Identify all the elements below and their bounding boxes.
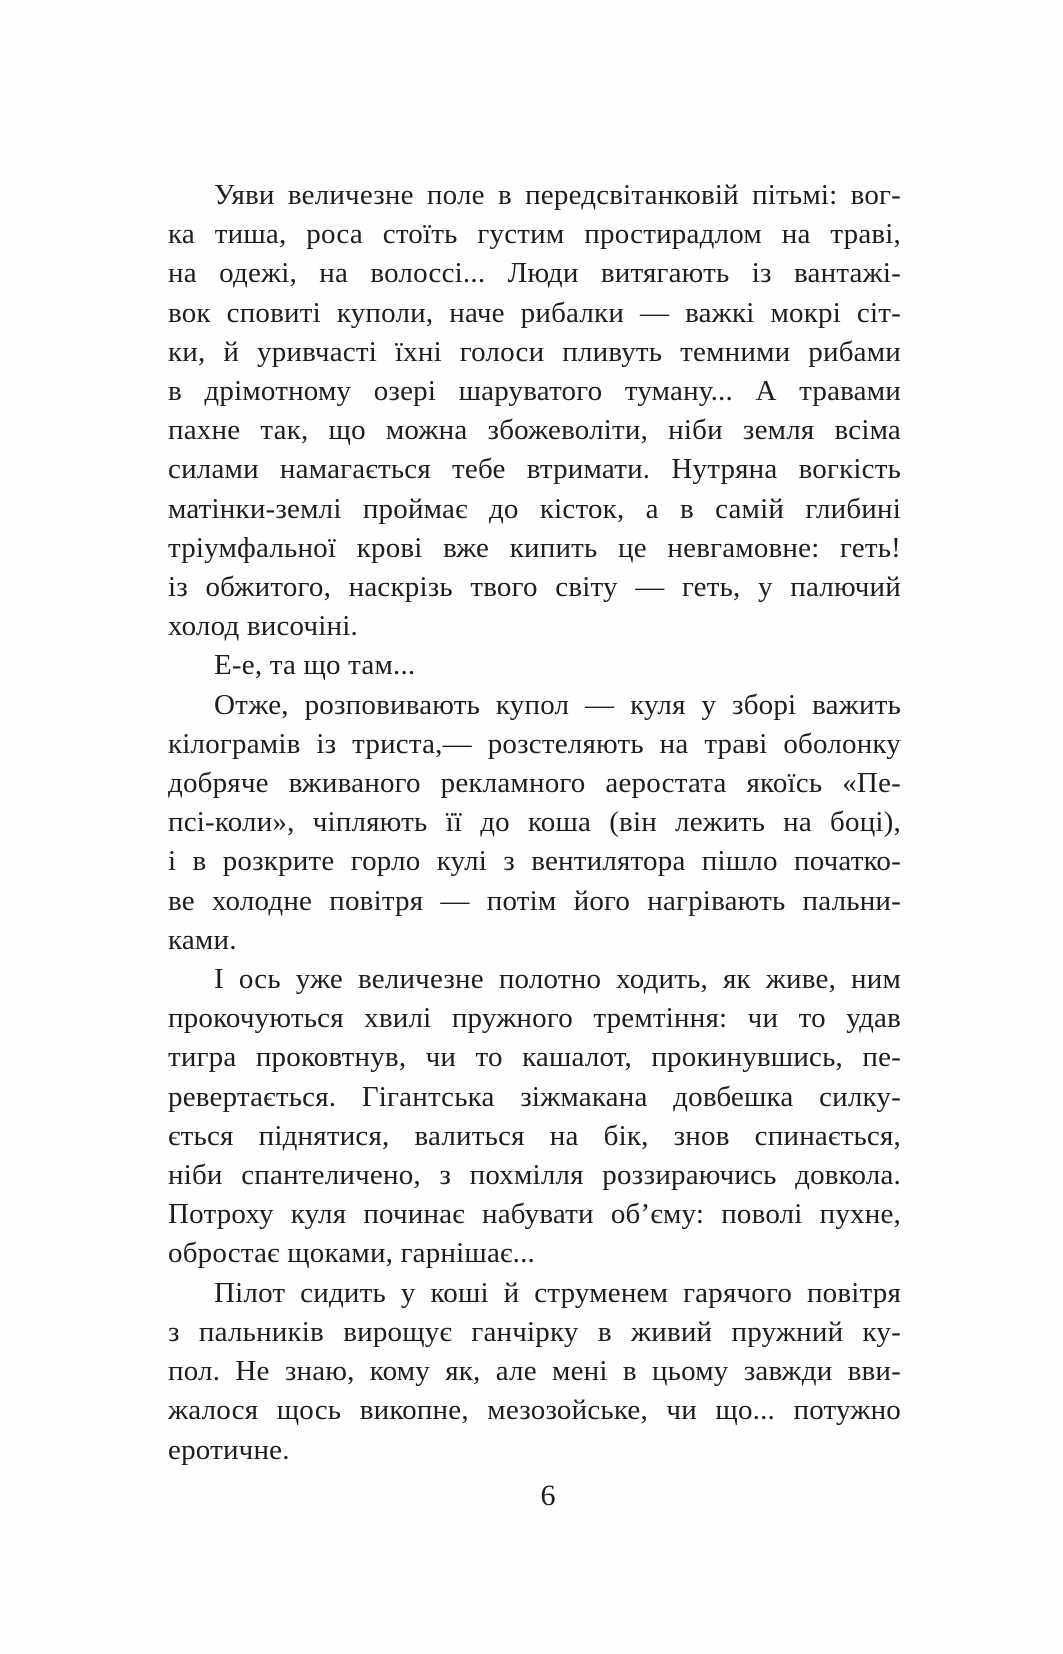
text-line: І ось уже величезне полотно ходить, як живе, ним [214,963,901,996]
text-line: на одежі, на волоссі... Люди витягають із вантажі- [168,257,901,290]
text-line: ками. [168,923,237,956]
text-line: Потроху куля починає набувати об’єму: поволі пухне, [168,1198,901,1231]
text-line: Уяви величезне поле в передсвітанковій пітьмі: вог- [214,179,901,211]
text-line: із обжитого, наскрізь твого світу — геть, у палючий [168,571,901,604]
paragraph [168,176,901,646]
text-line: ревертається. Гігантська зіжмакана довбешка силку- [168,1080,901,1113]
text-line: прокочуються хвилі пружного тремтіння: чи то удав [168,1002,901,1035]
text-line: Пілот сидить у коші й струменем гарячого повітря [214,1276,901,1309]
text-block [168,176,901,1470]
text-line: ється піднятися, валиться на бік, знов спинається, [168,1119,901,1152]
text-line: обростає щоками, гарнішає... [168,1237,536,1270]
text-line: силами намагається тебе втримати. Нутряна вогкість [168,453,901,486]
text-line: тріумфальної крові вже кипить це невгамовне: геть! [168,531,901,564]
text-line: ки, й уривчасті їхні голоси пливуть темними рибами [168,335,901,368]
text-line: і в розкрите горло кулі з вентилятора пішло початко- [168,845,901,878]
text-line: з пальників вирощує ганчірку в живий пружний ку- [168,1315,901,1348]
text-line: псі-коли», чіпляють її до коша (він лежить на боці), [168,806,901,839]
text-line: вок сповиті куполи, наче рибалки — важкі мокрі сіт- [168,296,901,329]
paragraph [168,646,901,685]
text-line: холод височіні. [168,610,358,643]
text-line: ка тиша, роса стоїть густим простирадлом на траві, [168,218,901,251]
text-line: пахне так, що можна збожеволіти, ніби земля всіма [168,414,901,447]
paragraph [168,960,901,1274]
text-line: еротичне. [168,1433,290,1466]
text-line: Е-е, та що там... [214,649,416,682]
text-line: пол. Не знаю, кому як, але мені в цьому завжди вви- [168,1355,901,1388]
text-line: Отже, розповивають купол — куля у зборі важить [214,688,901,721]
text-line: ніби спантеличено, з похмілля роззираючись довкола. [168,1159,901,1192]
text-line: ве холодне повітря — потім його нагрівають пальни- [168,884,901,917]
text-line: матінки-землі проймає до кісток, а в самій глибині [168,492,901,525]
text-line: добряче вживаного рекламного аеростата якоїсь «Пе- [168,767,901,800]
text-line: в дрімотному озері шаруватого туману... А травами [168,375,901,408]
paragraph [168,1274,901,1470]
text-line: кілограмів із триста,— розстеляють на траві оболонку [168,727,901,760]
text-line: жалося щось викопне, мезозойське, чи що... потужно [168,1394,901,1427]
page-number: 6 [540,1479,556,1512]
paragraph [168,686,901,960]
text-line: тигра проковтнув, чи то кашалот, прокинувшись, пе- [168,1041,901,1074]
